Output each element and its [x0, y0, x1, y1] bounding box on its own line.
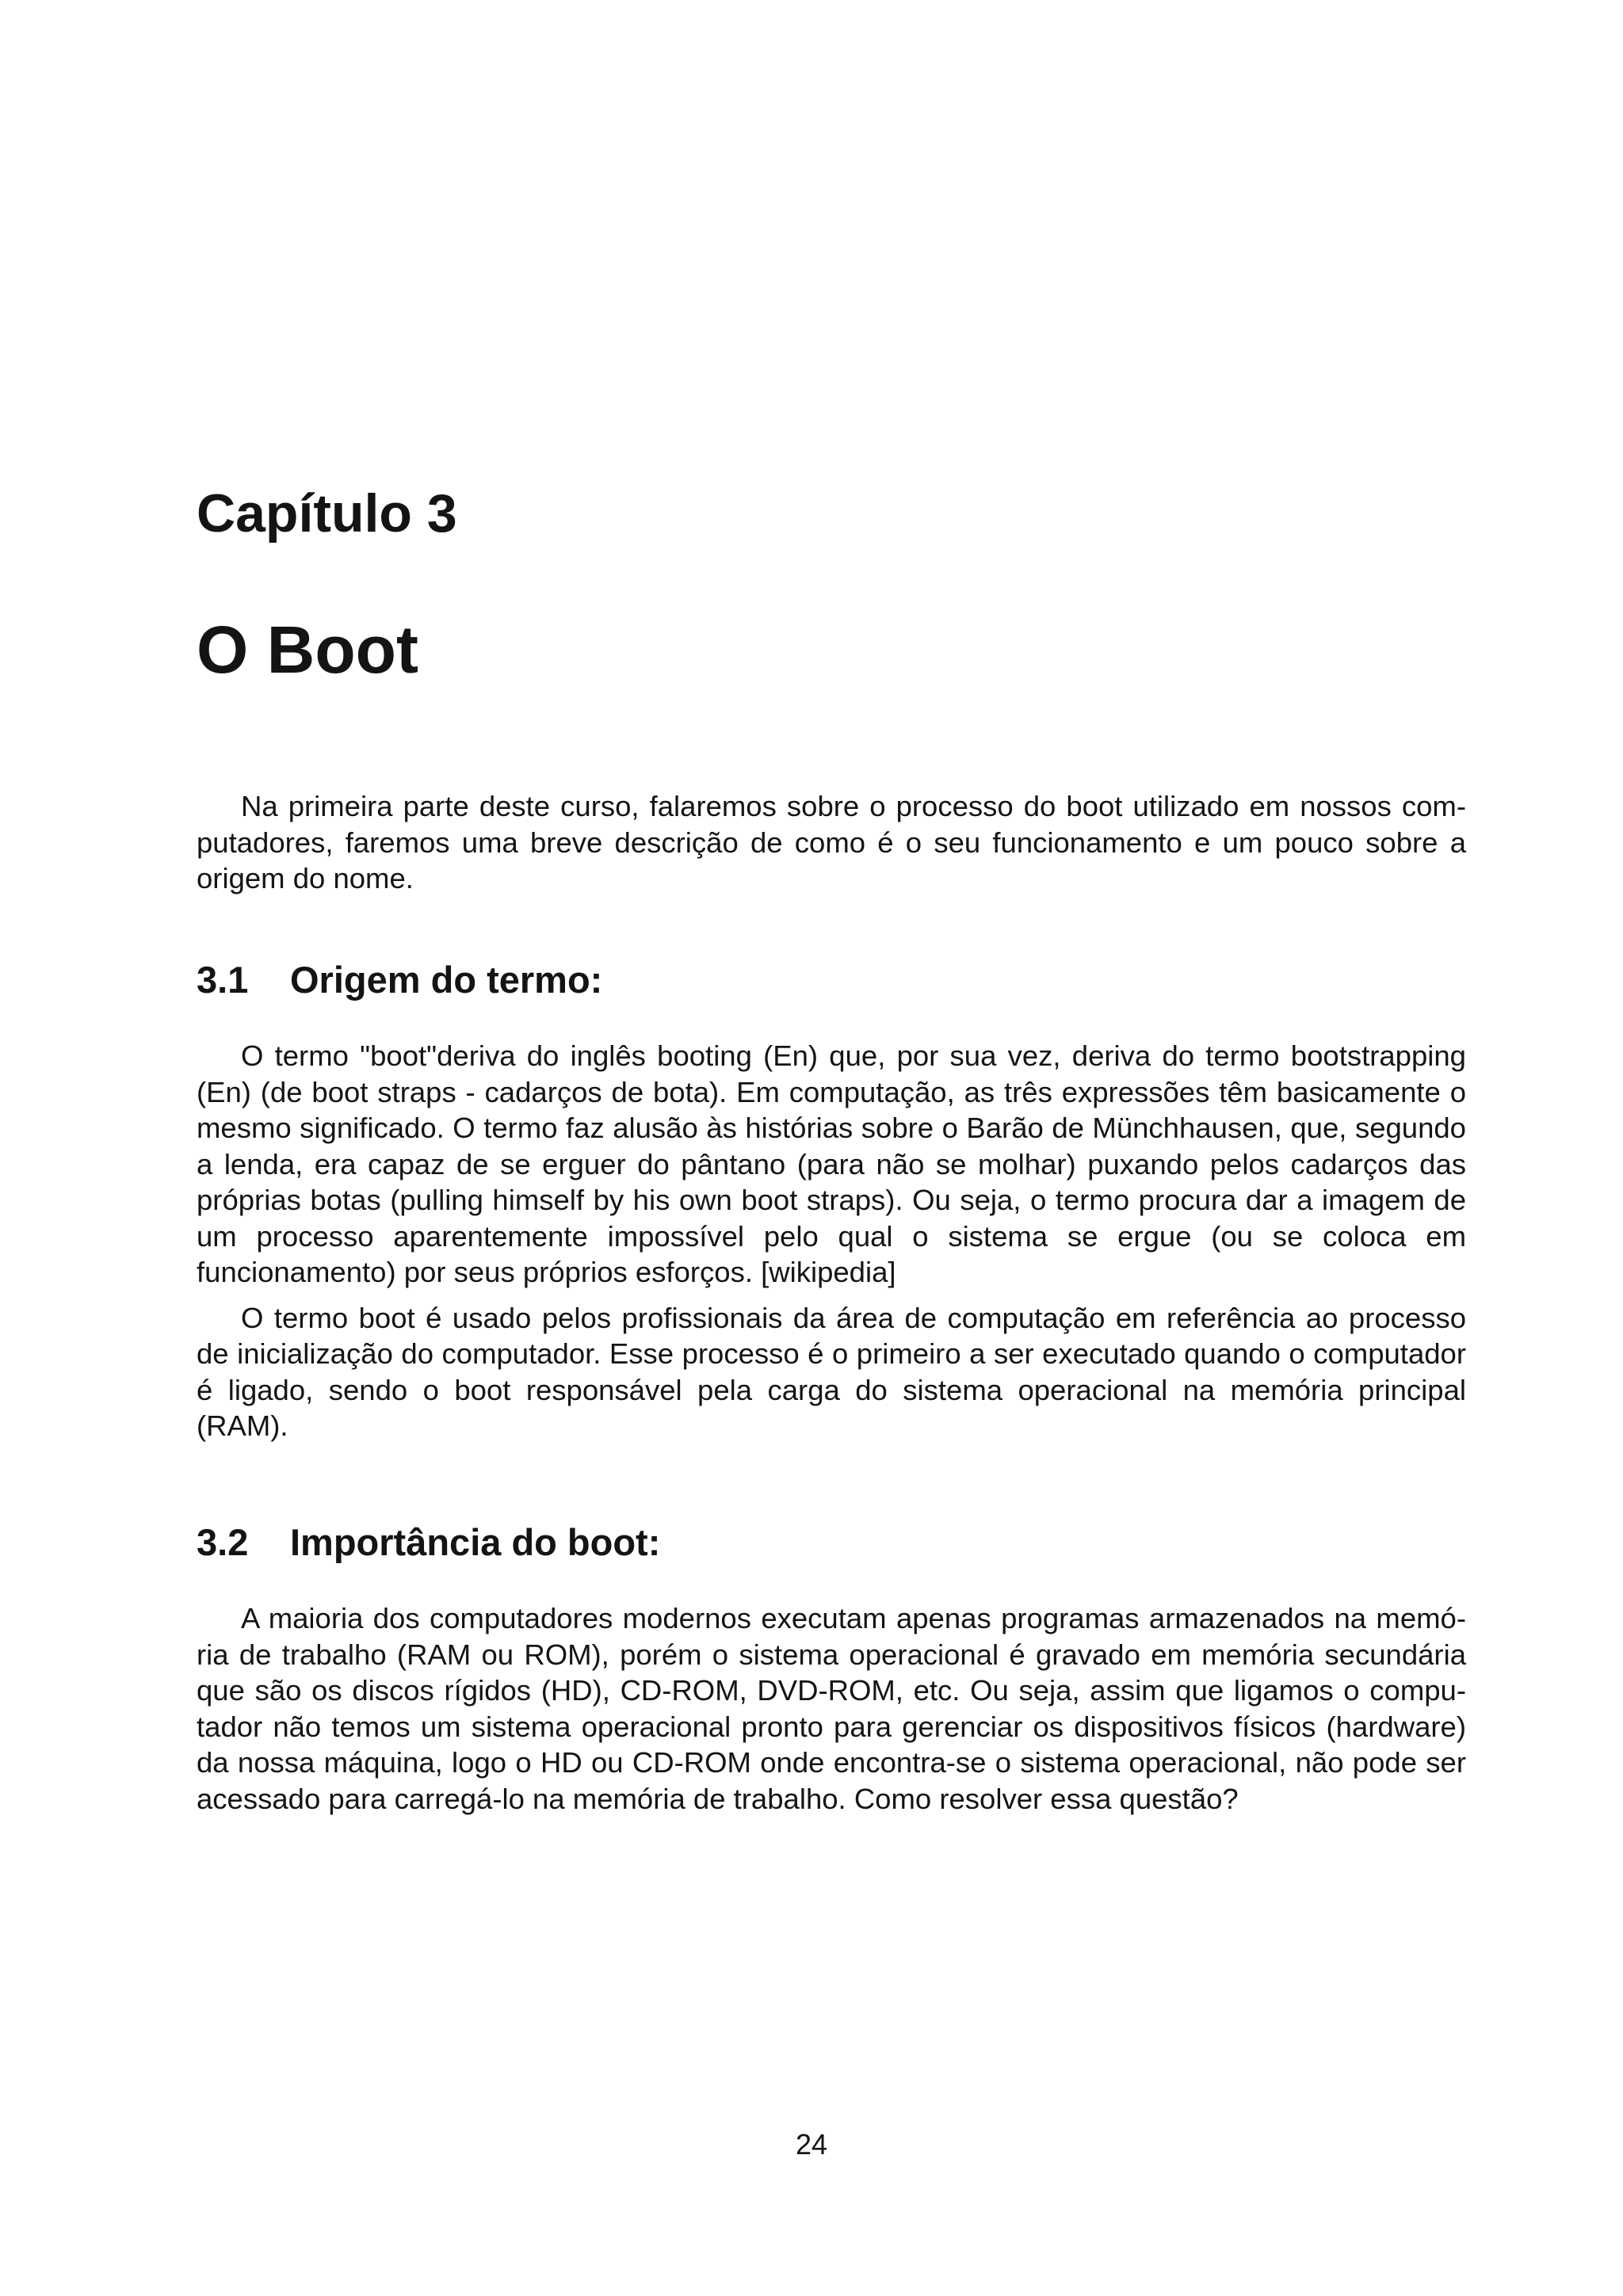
chapter-title: O Boot: [197, 612, 418, 687]
body-paragraph: O termo "boot"deriva do inglês booting (En) que, por sua vez, deriva do termo bootstrapping (En) (de boot straps - cadarços de bota). Em computação, as três expressões têm basicamente o mesmo significado. O termo faz alusão às histórias sobre o Barão de Münchhausen, que, segundo a lenda, era capaz de se erguer do pântano (para não se molhar) puxando pelos cadarços das próprias botas (pulling himself by his own boot straps). Ou seja, o termo procura dar a imagem de um processo aparentemente impossível pelo qual o sistema se ergue (ou se coloca em funcionamento) por seus próprios esforços. [wikipedia]: [197, 1039, 1466, 1288]
intro-block: [197, 788, 1466, 897]
section-heading-importancia: [197, 1520, 660, 1566]
chapter-label: Capítulo 3: [197, 483, 457, 543]
section-title: Importância do boot:: [290, 1521, 661, 1563]
body-paragraph: A maioria dos computadores modernos executam apenas programas armazenados na memória de trabalho (RAM ou ROM), porém o sistema operacional é gravado em memória secundária que são os discos rígidos (HD), CD-ROM, DVD-ROM, etc. Ou seja, assim que ligamos o computador não temos um sistema operacional pronto para gerenciar os dispositivos físicos (hardware) da nossa máquina, logo o HD ou CD-ROM onde encontra-se o sistema operacional, não pode ser acessado para carregá-lo na memória de trabalho. Como resolver essa questão?: [197, 1602, 1466, 1815]
section-number: 3.2: [197, 1521, 249, 1563]
section-number: 3.1: [197, 959, 249, 1001]
intro-paragraph: Na primeira parte deste curso, falaremos sobre o processo do boot utilizado em nossos computadores, faremos uma breve descrição de como é o seu funcionamento e um pouco sobre a origem do nome.: [197, 790, 1466, 894]
section-title: Origem do termo:: [290, 959, 603, 1001]
page-number: 24: [795, 2128, 828, 2161]
body-paragraph: O termo boot é usado pelos profissionais da área de computação em referência ao processo de inicialização do computador. Esse processo é o primeiro a ser executado quando o computador é ligado, sendo o boot responsável pela carga do sistema operacional na memória principal (RAM).: [197, 1301, 1466, 1442]
section-heading-origem: [197, 957, 602, 1003]
section-body-importancia: [197, 1600, 1466, 1817]
section-body-origem: [197, 1038, 1466, 1444]
